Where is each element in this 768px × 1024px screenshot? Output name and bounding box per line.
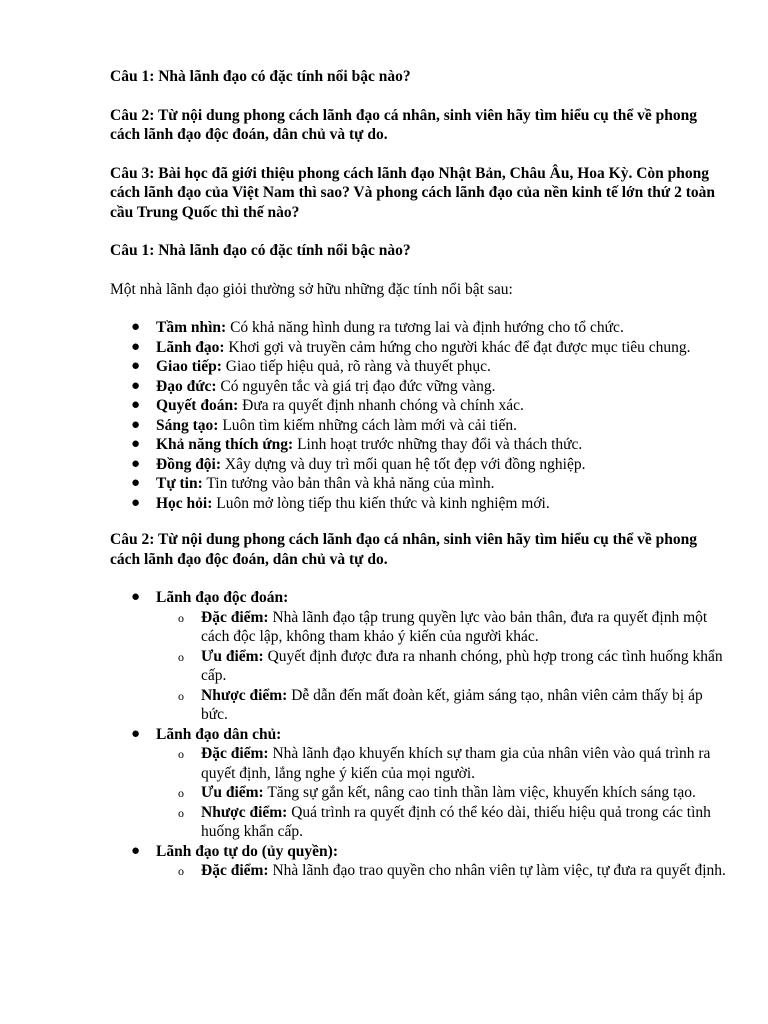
question-2: Câu 2: Từ nội dung phong cách lãnh đạo cá nhân, sinh viên hãy tìm hiểu cụ thể về phong cách lãnh đạo độc đoán, dân chủ và tự do. [110, 106, 697, 143]
point-desc: Quá trình ra quyết định có thể kéo dài, thiếu hiệu quả trong các tình huống khẩn cấp. [201, 803, 711, 840]
circle-bullet-icon: o [178, 649, 184, 664]
list-item [156, 608, 728, 647]
trait-term: Tự tin: [156, 475, 203, 492]
list-item [156, 647, 728, 686]
bullet-icon: ● [131, 319, 141, 335]
trait-term: Đạo đức: [156, 377, 217, 395]
trait-desc: Tin tưởng vào bản thân và khả năng của mình. [202, 475, 495, 492]
style-item-autocratic [110, 588, 728, 725]
point-term: Đặc điểm: [201, 608, 269, 626]
answer-1-heading: Câu 1: Nhà lãnh đạo có đặc tính nổi bậc nào? [110, 242, 411, 259]
circle-bullet-icon: o [178, 747, 184, 761]
bullet-icon: ● [131, 377, 141, 394]
point-term: Ưu điểm: [201, 647, 264, 665]
style-name: Lãnh đạo tự do (ủy quyền): [156, 842, 339, 860]
list-item [156, 783, 728, 803]
circle-bullet-icon: o [178, 864, 184, 878]
list-item [110, 474, 728, 494]
trait-desc: Giao tiếp hiệu quả, rõ ràng và thuyết phục. [221, 358, 491, 375]
style-name: Lãnh đạo dân chủ: [156, 725, 282, 743]
list-item [110, 435, 728, 455]
trait-term: Giao tiếp: [156, 358, 222, 375]
list-item [110, 338, 728, 358]
point-desc: Nhà lãnh đạo tập trung quyền lực vào bản thân, đưa ra quyết định một cách độc lập, không tham khảo ý kiến của người khác. [201, 608, 708, 645]
trait-term: Đồng đội: [156, 455, 222, 473]
bullet-icon: ● [131, 416, 141, 433]
point-desc: Tăng sự gắn kết, nâng cao tinh thần làm việc, khuyến khích sáng tạo. [263, 784, 696, 801]
style-item-democratic [110, 725, 728, 842]
trait-desc: Xây dựng và duy trì mối quan hệ tốt đẹp với đồng nghiệp. [221, 455, 586, 473]
trait-term: Quyết đoán: [156, 397, 239, 414]
point-desc: Nhà lãnh đạo trao quyền cho nhân viên tự làm việc, tự đưa ra quyết định. [268, 862, 726, 879]
bullet-icon: ● [131, 842, 141, 859]
bullet-icon: ● [131, 475, 141, 491]
bullet-icon: ● [131, 725, 141, 742]
list-item [156, 744, 728, 783]
trait-desc: Có khả năng hình dung ra tương lai và định hướng cho tổ chức. [226, 319, 624, 336]
trait-term: Sáng tạo: [156, 416, 219, 434]
style-item-laissez-faire [110, 842, 728, 881]
answer-1-intro: Một nhà lãnh đạo giỏi thường sở hữu những đặc tính nổi bật sau: [110, 280, 513, 298]
list-item [156, 861, 728, 881]
style-points [156, 744, 728, 842]
point-desc: Dễ dẫn đến mất đoàn kết, giảm sáng tạo, nhân viên cảm thấy bị áp bức. [201, 686, 703, 723]
style-points [156, 861, 728, 881]
styles-list [110, 588, 728, 881]
trait-term: Học hỏi: [156, 494, 213, 512]
circle-bullet-icon: o [178, 786, 184, 800]
list-item [110, 416, 728, 436]
point-term: Ưu điểm: [201, 784, 264, 801]
bullet-icon: ● [131, 338, 141, 355]
list-item [156, 686, 728, 725]
list-item [110, 396, 728, 416]
point-term: Đặc điểm: [201, 862, 269, 879]
point-term: Nhược điểm: [201, 803, 288, 821]
bullet-icon: ● [131, 589, 141, 605]
point-term: Nhược điểm: [201, 686, 288, 704]
trait-desc: Có nguyên tắc và giá trị đạo đức vững vàng. [216, 377, 496, 395]
list-item [110, 318, 728, 338]
traits-list [110, 318, 728, 513]
trait-term: Khả năng thích ứng: [156, 436, 294, 453]
answer-2-heading: Câu 2: Từ nội dung phong cách lãnh đạo cá nhân, sinh viên hãy tìm hiểu cụ thể về phong cách lãnh đạo độc đoán, dân chủ và tự do. [110, 531, 697, 568]
list-item [110, 494, 728, 514]
bullet-icon: ● [131, 455, 141, 472]
trait-desc: Luôn tìm kiếm những cách làm mới và cải tiến. [218, 416, 517, 434]
style-points [156, 608, 728, 725]
circle-bullet-icon: o [178, 688, 184, 703]
point-desc: Quyết định được đưa ra nhanh chóng, phù hợp trong các tình huống khẩn cấp. [201, 647, 723, 684]
bullet-icon: ● [131, 436, 141, 452]
list-item [110, 357, 728, 377]
style-name: Lãnh đạo độc đoán: [156, 589, 289, 606]
question-3: Câu 3: Bài học đã giới thiệu phong cách lãnh đạo Nhật Bản, Châu Âu, Hoa Kỳ. Còn phong cách lãnh đạo của Việt Nam thì sao? Và phong cách lãnh đạo của nền kinh tế lớn thứ 2 toàn cầu Trung Quốc thì thế nào? [110, 164, 715, 221]
bullet-icon: ● [131, 494, 141, 511]
trait-desc: Đưa ra quyết định nhanh chóng và chính xác. [238, 397, 524, 414]
list-item [156, 803, 728, 842]
point-term: Đặc điểm: [201, 745, 269, 762]
trait-desc: Khơi gợi và truyền cảm hứng cho người khác để đạt được mục tiêu chung. [224, 338, 691, 356]
list-item [110, 377, 728, 397]
trait-term: Tầm nhìn: [156, 319, 227, 336]
bullet-icon: ● [131, 358, 141, 374]
trait-desc: Luôn mở lòng tiếp thu kiến thức và kinh nghiệm mới. [212, 494, 550, 512]
question-1: Câu 1: Nhà lãnh đạo có đặc tính nổi bậc nào? [110, 68, 411, 85]
list-item [110, 455, 728, 475]
trait-desc: Linh hoạt trước những thay đổi và thách thức. [293, 436, 583, 453]
bullet-icon: ● [131, 397, 141, 413]
trait-term: Lãnh đạo: [156, 338, 225, 356]
point-desc: Nhà lãnh đạo khuyến khích sự tham gia của nhân viên vào quá trình ra quyết định, lắng nghe ý kiến của mọi người. [201, 745, 711, 782]
circle-bullet-icon: o [178, 610, 184, 625]
circle-bullet-icon: o [178, 805, 184, 820]
